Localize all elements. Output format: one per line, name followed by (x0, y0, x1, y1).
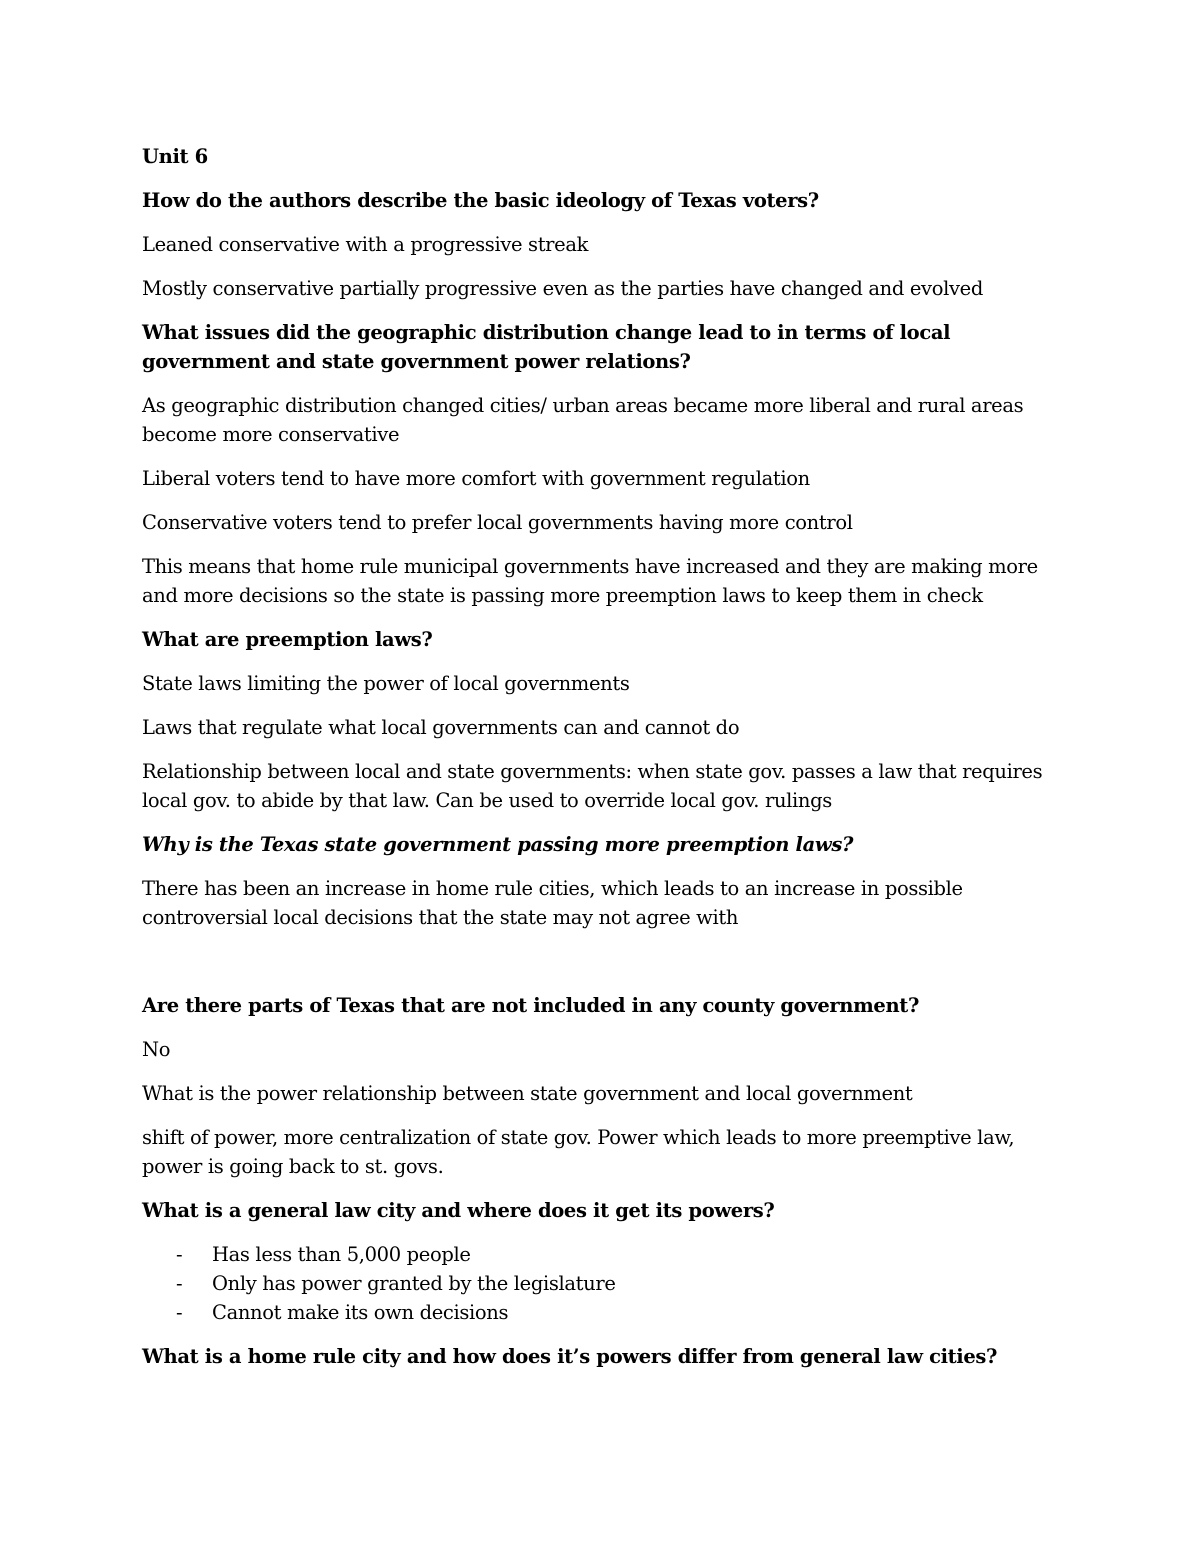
question-ideology: How do the authors describe the basic ideology of Texas voters? (142, 189, 819, 212)
question-home-rule-city: What is a home rule city and how does it’s powers differ from general law cities? (142, 1345, 998, 1368)
answer-paragraph: Mostly conservative partially progressive even as the parties have changed and evolved (142, 277, 983, 300)
answer-paragraph: State laws limiting the power of local governments (142, 672, 630, 695)
document-body (142, 142, 1062, 1386)
answer-paragraph: Liberal voters tend to have more comfort with government regulation (142, 467, 810, 490)
list-item (142, 1298, 1062, 1327)
question-preemption-laws: What are preemption laws? (142, 628, 433, 651)
answer-paragraph: As geographic distribution changed cities/ urban areas became more liberal and rural areas become more conservative (142, 394, 1024, 446)
answer-paragraph: Conservative voters tend to prefer local governments having more control (142, 511, 853, 534)
answer-paragraph: Laws that regulate what local governments can and cannot do (142, 716, 740, 739)
answer-paragraph: There has been an increase in home rule cities, which leads to an increase in possible controversial local decisions that the state may not agree with (142, 877, 963, 929)
dash-bullet: - (176, 1272, 183, 1295)
question-county-government: Are there parts of Texas that are not included in any county government? (142, 994, 920, 1017)
question-why-preemption: Why is the Texas state government passing more preemption laws? (142, 833, 854, 856)
subquestion-power-relationship: What is the power relationship between state government and local government (142, 1082, 913, 1105)
answer-paragraph: This means that home rule municipal governments have increased and they are making more and more decisions so the state is passing more preemption laws to keep them in check (142, 555, 1038, 607)
blank-line (142, 947, 1062, 991)
question-geographic-distribution: What issues did the geographic distribution change lead to in terms of local government and state government power relations? (142, 321, 951, 373)
answer-paragraph: No (142, 1038, 171, 1061)
list-item (142, 1269, 1062, 1298)
answer-paragraph: shift of power, more centralization of state gov. Power which leads to more preemptive law, power is going back to st. govs. (142, 1126, 1015, 1178)
general-law-city-list (142, 1240, 1062, 1327)
dash-bullet: - (176, 1243, 183, 1266)
question-general-law-city: What is a general law city and where does it get its powers? (142, 1199, 775, 1222)
list-item-text: Has less than 5,000 people (212, 1243, 471, 1266)
unit-title: Unit 6 (142, 145, 208, 168)
answer-paragraph: Relationship between local and state governments: when state gov. passes a law that requires local gov. to abide by that law. Can be used to override local gov. rulings (142, 760, 1043, 812)
list-item (142, 1240, 1062, 1269)
answer-paragraph: Leaned conservative with a progressive streak (142, 233, 589, 256)
list-item-text: Cannot make its own decisions (212, 1301, 509, 1324)
list-item-text: Only has power granted by the legislature (212, 1272, 616, 1295)
dash-bullet: - (176, 1301, 183, 1324)
